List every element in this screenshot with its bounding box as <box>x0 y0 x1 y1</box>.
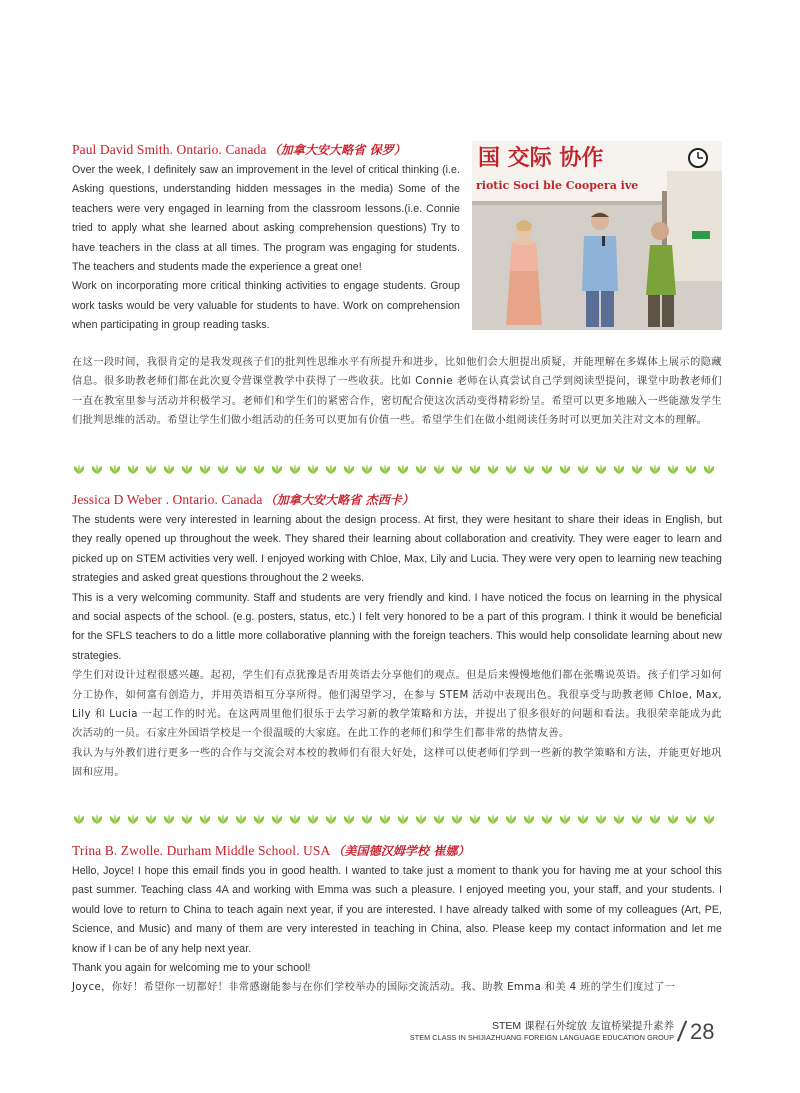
leaf-icon <box>234 463 248 475</box>
section-heading-jessica <box>72 491 414 508</box>
leaf-icon <box>90 463 104 475</box>
paragraph-cn: 我认为与外教们进行更多一些的合作与交流会对本校的教师们有很大好处，这样可以使老师们学到一些新的教学策略和方法，并能更好地巩固和应用。 <box>72 747 722 779</box>
leaf-icon <box>684 813 698 825</box>
leaf-icon <box>252 463 266 475</box>
leaf-icon <box>216 813 230 825</box>
leaf-icon <box>216 463 230 475</box>
leaf-icon <box>396 813 410 825</box>
leaf-icon <box>180 463 194 475</box>
leaf-icon <box>558 813 572 825</box>
leaf-icon <box>648 463 662 475</box>
leaf-icon <box>342 813 356 825</box>
leaf-icon <box>378 463 392 475</box>
heading-name: Paul David Smith. Ontario. Canada <box>72 142 267 157</box>
footer-subtitle: STEM CLASS IN SHIJIAZHUANG FOREIGN LANGUAGE EDUCATION GROUP <box>409 1033 674 1042</box>
leaf-icon <box>288 813 302 825</box>
leaf-icon <box>162 463 176 475</box>
leaf-icon <box>468 813 482 825</box>
heading-name: Jessica D Weber . Ontario. Canada <box>72 492 263 507</box>
leaf-icon <box>72 463 86 475</box>
footer-slash: / <box>675 1016 689 1047</box>
leaf-icon <box>270 813 284 825</box>
leaf-icon <box>324 813 338 825</box>
heading-name-cn: （加拿大安大略省 杰西卡） <box>264 493 415 507</box>
leaf-icon <box>522 813 536 825</box>
leaf-icon <box>702 813 716 825</box>
leaf-icon <box>414 463 428 475</box>
leaf-icon <box>360 813 374 825</box>
leaf-divider <box>72 812 722 826</box>
leaf-icon <box>198 813 212 825</box>
section-heading-paul <box>72 141 406 158</box>
leaf-icon <box>432 463 446 475</box>
heading-name: Trina B. Zwolle. Durham Middle School. USA <box>72 843 331 858</box>
leaf-icon <box>486 463 500 475</box>
section-body-paul-cn <box>72 353 722 431</box>
leaf-icon <box>558 463 572 475</box>
leaf-icon <box>648 813 662 825</box>
leaf-icon <box>360 463 374 475</box>
leaf-icon <box>126 813 140 825</box>
leaf-icon <box>702 463 716 475</box>
leaf-icon <box>108 813 122 825</box>
leaf-icon <box>270 463 284 475</box>
leaf-icon <box>504 463 518 475</box>
leaf-divider <box>72 462 722 476</box>
section-heading-trina <box>72 842 470 859</box>
leaf-icon <box>324 463 338 475</box>
leaf-icon <box>540 463 554 475</box>
leaf-icon <box>414 813 428 825</box>
leaf-icon <box>180 813 194 825</box>
leaf-icon <box>288 463 302 475</box>
leaf-icon <box>540 813 554 825</box>
photo-illustration <box>472 141 722 330</box>
leaf-icon <box>342 463 356 475</box>
leaf-icon <box>486 813 500 825</box>
leaf-icon <box>450 813 464 825</box>
leaf-icon <box>666 463 680 475</box>
paragraph: This is a very welcoming community. Staff and students are very friendly and kind. I have noticed the focus on learning in the physical and social aspects of the school. (e.g. posters, status, etc.) I felt very honored to be a part of this program. I think it would be beneficial for the SFLS teachers to do a little more collaborative planning with the foreign teachers. This would help consolidate learning about new strategies. <box>72 591 722 662</box>
leaf-icon <box>666 813 680 825</box>
leaf-icon <box>594 813 608 825</box>
leaf-icon <box>684 463 698 475</box>
photo-banner-cn: 国 交际 协作 <box>478 146 604 171</box>
leaf-icon <box>126 463 140 475</box>
section-body-jessica <box>72 511 722 783</box>
leaf-icon <box>252 813 266 825</box>
leaf-icon <box>504 813 518 825</box>
paragraph-cn: 在这一段时间，我很肯定的是我发现孩子们的批判性思维水平有所提升和进步，比如他们会大胆提出质疑，并能理解在多媒体上展示的隐藏信息。很多助教老师们都在此次夏令营课堂教学中获得了一些收获。比如 Connie 老师在认真尝试自己学到阅读型提问，课堂中助教老师们一直在教室里参与活动并积极学习。老师们和学生们的紧密合作，密切配合使这次活动变得精彩纷呈。希望可以更多地融入一些能激发学生们批判思维的活动。希望让学生们做小组活动的任务可以更加有价值一些。希望学生们在做小组阅读任务时可以更加关注对文本的理解。 <box>72 357 722 427</box>
leaf-icon <box>234 813 248 825</box>
leaf-icon <box>396 463 410 475</box>
teachers-photo <box>472 141 722 330</box>
leaf-icon <box>144 463 158 475</box>
leaf-icon <box>612 463 626 475</box>
leaf-icon <box>306 813 320 825</box>
leaf-icon <box>432 813 446 825</box>
section-body-trina <box>72 862 722 998</box>
leaf-icon <box>576 463 590 475</box>
leaf-icon <box>630 463 644 475</box>
heading-name-cn: （加拿大安大略省 保罗） <box>268 143 406 157</box>
leaf-icon <box>198 463 212 475</box>
leaf-icon <box>630 813 644 825</box>
leaf-icon <box>162 813 176 825</box>
leaf-icon <box>72 813 86 825</box>
leaf-icon <box>108 463 122 475</box>
paragraph-cn: 学生们对设计过程很感兴趣。起初，学生们有点犹豫是否用英语去分享他们的观点。但是后来慢慢地他们都在张嘴说英语。孩子们学习如何分工协作，如何富有创造力，并用英语相互分享所得。他们渴望学习，在参与 STEM 活动中表现出色。我很享受与助教老师 Chloe, Max, Lily 和 Lucia 一起工作的时光。在这两周里他们很乐于去学习新的教学策略和方法，并提出了很多很好的问题和看法。我很荣幸能成为此次活动的一员。石家庄外国语学校是一个很温暖的大家庭。在此工作的老师们和学生们都非常的热情友善。 <box>72 670 722 740</box>
leaf-icon <box>612 813 626 825</box>
heading-name-cn: （美国德汉姆学校 崔娜） <box>332 844 470 858</box>
section-body-paul-en <box>72 161 460 336</box>
leaf-icon <box>378 813 392 825</box>
paragraph: Work on incorporating more critical thinking activities to engage students. Group work tasks would be very valuable for students to have. Work on comprehension when participating in group reading tasks. <box>72 280 460 332</box>
paragraph: Thank you again for welcoming me to your school! <box>72 962 311 975</box>
leaf-icon <box>594 463 608 475</box>
leaf-icon <box>144 813 158 825</box>
page-number: 28 <box>690 1019 715 1044</box>
photo-banner-en: riotic Soci ble Coopera ive <box>476 179 639 192</box>
paragraph-cn: Joyce，你好！希望你一切都好！非常感谢能参与在你们学校举办的国际交流活动。我、助教 Emma 和美 4 班的学生们度过了一 <box>72 982 676 994</box>
footer-title: STEM 课程石外绽放 友谊桥梁提升素养 <box>491 1020 674 1032</box>
leaf-icon <box>306 463 320 475</box>
leaf-icon <box>522 463 536 475</box>
leaf-icon <box>576 813 590 825</box>
leaf-icon <box>450 463 464 475</box>
leaf-icon <box>468 463 482 475</box>
paragraph: Hello, Joyce! I hope this email finds you in good health. I wanted to take just a moment to thank you for having me at your school this past summer. Teaching class 4A and working with Emma was such a pleasure. I enjoyed meeting you, your staff, and your students. I would love to return to China to teach again next year, if you are interested. I have already talked with some of my colleagues (Art, PE, Science, and Music) and many of them are very interested in teaching in China, also. Please keep my contact information and let me know if I can be of any help next year. <box>72 865 722 955</box>
paragraph: The students were very interested in learning about the design process. At first, they were hesitant to share their ideas in English, but they really opened up throughout the week. They shared their learning about collaboration and creativity. They were eager to learn and picked up on STEM activities very well. I enjoyed working with Chloe, Max, Lily and Lucia. They were very open to learning new teaching strategies and asked great questions throughout the 2 weeks. <box>72 514 722 585</box>
leaf-icon <box>90 813 104 825</box>
paragraph: Over the week, I definitely saw an improvement in the level of critical thinking (i.e. Asking questions, understanding hidden messages in the media) Some of the teachers were very engaged in learning from the classroom lessons.(i.e. Connie tried to apply what she learned about asking comprehension questions) Try to have teachers in the class at all times. The program was engaging for students. The teachers and students made the experience a great one! <box>72 164 460 274</box>
